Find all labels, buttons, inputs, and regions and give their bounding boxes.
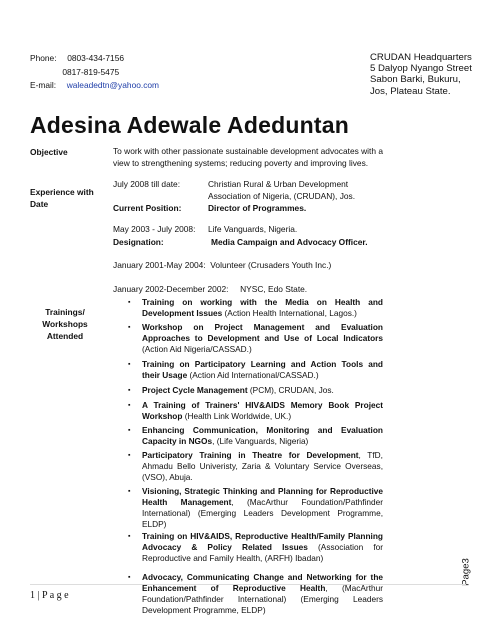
trainings-label-line-1: Trainings/ [45, 307, 85, 317]
email-label: E-mail: [30, 80, 57, 90]
trainings-label [30, 306, 100, 342]
phone-number-2: 0817-819-5475 [62, 66, 120, 77]
training-title: Advocacy, Communicating Change and Networking for the Enhancement of Reproductive Health [142, 572, 383, 593]
trainings-label-line-2: Workshops [42, 319, 88, 329]
training-item [128, 297, 383, 319]
bullet-icon: ▪ [128, 387, 131, 394]
candidate-name: Adesina Adewale Adeduntan [30, 112, 349, 138]
training-detail: (PCM), CRUDAN, Jos. [247, 385, 334, 395]
training-detail: (Action Aid Nigeria/CASSAD.) [142, 344, 252, 354]
vertical-page-label-text: Page3 [460, 558, 472, 586]
training-title: Project Cycle Management [142, 385, 248, 395]
training-item [128, 400, 383, 422]
phone-row-2 [30, 67, 159, 81]
page-footer [30, 590, 69, 601]
job1-org [208, 179, 355, 202]
training-detail: , (Life Vanguards, Nigeria) [212, 436, 309, 446]
job2-date: May 2003 - July 2008: [113, 224, 196, 234]
experience-label-line-2: Date [30, 199, 49, 209]
bullet-icon: ▪ [128, 452, 131, 459]
training-title: Participatory Training in Theatre for Development [142, 450, 359, 460]
bullet-icon: ▪ [128, 427, 131, 434]
address-line-4: Jos, Plateau State. [370, 85, 451, 97]
email-row [30, 80, 159, 94]
experience-label [30, 186, 94, 210]
bullet-icon: ▪ [128, 324, 131, 331]
job1-date: July 2008 till date: [113, 179, 181, 189]
address-block [370, 52, 472, 97]
training-title: Training on working with the Media on Health and Development Issues [142, 297, 383, 318]
job2-designation-label: Designation: [113, 237, 164, 247]
page-number: 1 [30, 590, 35, 601]
bullet-icon: ▪ [128, 299, 131, 306]
job2-org: Life Vanguards, Nigeria. [208, 224, 298, 234]
training-detail: , (MacArthur Foundation/Pathfinder International) (Emerging Leaders Development Programme, ELDP) [142, 583, 383, 615]
objective-line-2: view to strengthening systems; reducing poverty and improving lives. [113, 157, 369, 168]
training-detail: (Association for Reproductive and Family Health, (ARFH) Ibadan) [142, 542, 384, 563]
training-title: Training on Participatory Learning and Action Tools and their Usage [142, 359, 383, 380]
trainings-list [128, 297, 383, 616]
trainings-label-line-3: Attended [46, 331, 84, 341]
phone-label: Phone: [30, 53, 57, 63]
training-item [128, 486, 383, 530]
vertical-page-label [446, 552, 486, 592]
phone-number-1: 0803-434-7156 [67, 53, 125, 63]
address-line-2: 5 Dalyop Nyango Street [370, 63, 472, 75]
job4: January 2002-December 2002: NYSC, Edo State. [113, 284, 308, 294]
training-title: Visioning, Strategic Thinking and Planning for Reproductive Health Management [142, 486, 383, 507]
job1-org-line-1: Christian Rural & Urban Development [208, 179, 349, 189]
phone-row [30, 53, 159, 67]
training-title: Enhancing Communication, Monitoring and Evaluation Capacity in NGOs [142, 425, 383, 446]
bullet-icon: ▪ [128, 402, 131, 409]
objective-label: Objective [30, 147, 68, 157]
page-label: | P a g e [37, 590, 69, 601]
contact-block [30, 53, 159, 94]
bullet-icon: ▪ [128, 488, 131, 495]
training-item [128, 322, 383, 355]
training-item [128, 385, 383, 396]
training-detail: (Health Link Worldwide, UK.) [182, 411, 292, 421]
training-title: Workshop on Project Management and Evaluation Approaches to Development and Use of Local Indicators [142, 322, 383, 343]
bullet-icon: ▪ [128, 574, 131, 581]
training-item [128, 425, 383, 447]
objective-line-1: To work with other passionate sustainable development advocates with a [113, 146, 384, 156]
training-detail: (Action Health International, Lagos.) [222, 308, 357, 318]
address-line-1: CRUDAN Headquarters [370, 52, 472, 63]
training-detail: , (MacArthur Foundation/Pathfinder International) (Emerging Leaders Development Programme, ELDP) [142, 497, 384, 529]
job2-designation: Media Campaign and Advocacy Officer. [211, 237, 368, 247]
bullet-icon: ▪ [128, 533, 131, 540]
email-link[interactable]: waleadedtn@yahoo.com [66, 80, 160, 90]
bullet-icon: ▪ [128, 361, 131, 368]
address-line-3: Sabon Barki, Bukuru, [370, 74, 461, 86]
job3: January 2001-May 2004: Volunteer (Crusaders Youth Inc.) [113, 260, 332, 270]
training-title: Training on HIV&AIDS, Reproductive Health/Family Planning Advocacy & Policy Related Issues [142, 531, 383, 552]
job1-position: Director of Programmes. [208, 203, 307, 213]
training-item [128, 572, 383, 616]
job1-org-line-2: Association of Nigeria, (CRUDAN), Jos. [208, 190, 356, 201]
training-detail: (Action Aid International/CASSAD.) [187, 370, 319, 380]
experience-label-line-1: Experience with [30, 187, 94, 197]
job1-position-label: Current Position: [113, 203, 182, 213]
training-title: A Training of Trainers' HIV&AIDS Memory Book Project Workshop [142, 400, 383, 421]
training-detail: , TfD, Ahmadu Bello Univeristy, Zaria & Voluntary Service Overseas, (VSO), Abuja. [142, 450, 383, 482]
training-item [128, 450, 383, 483]
footer-divider [30, 584, 466, 585]
objective-text [113, 146, 403, 169]
training-item [128, 359, 383, 381]
training-item [128, 531, 383, 564]
